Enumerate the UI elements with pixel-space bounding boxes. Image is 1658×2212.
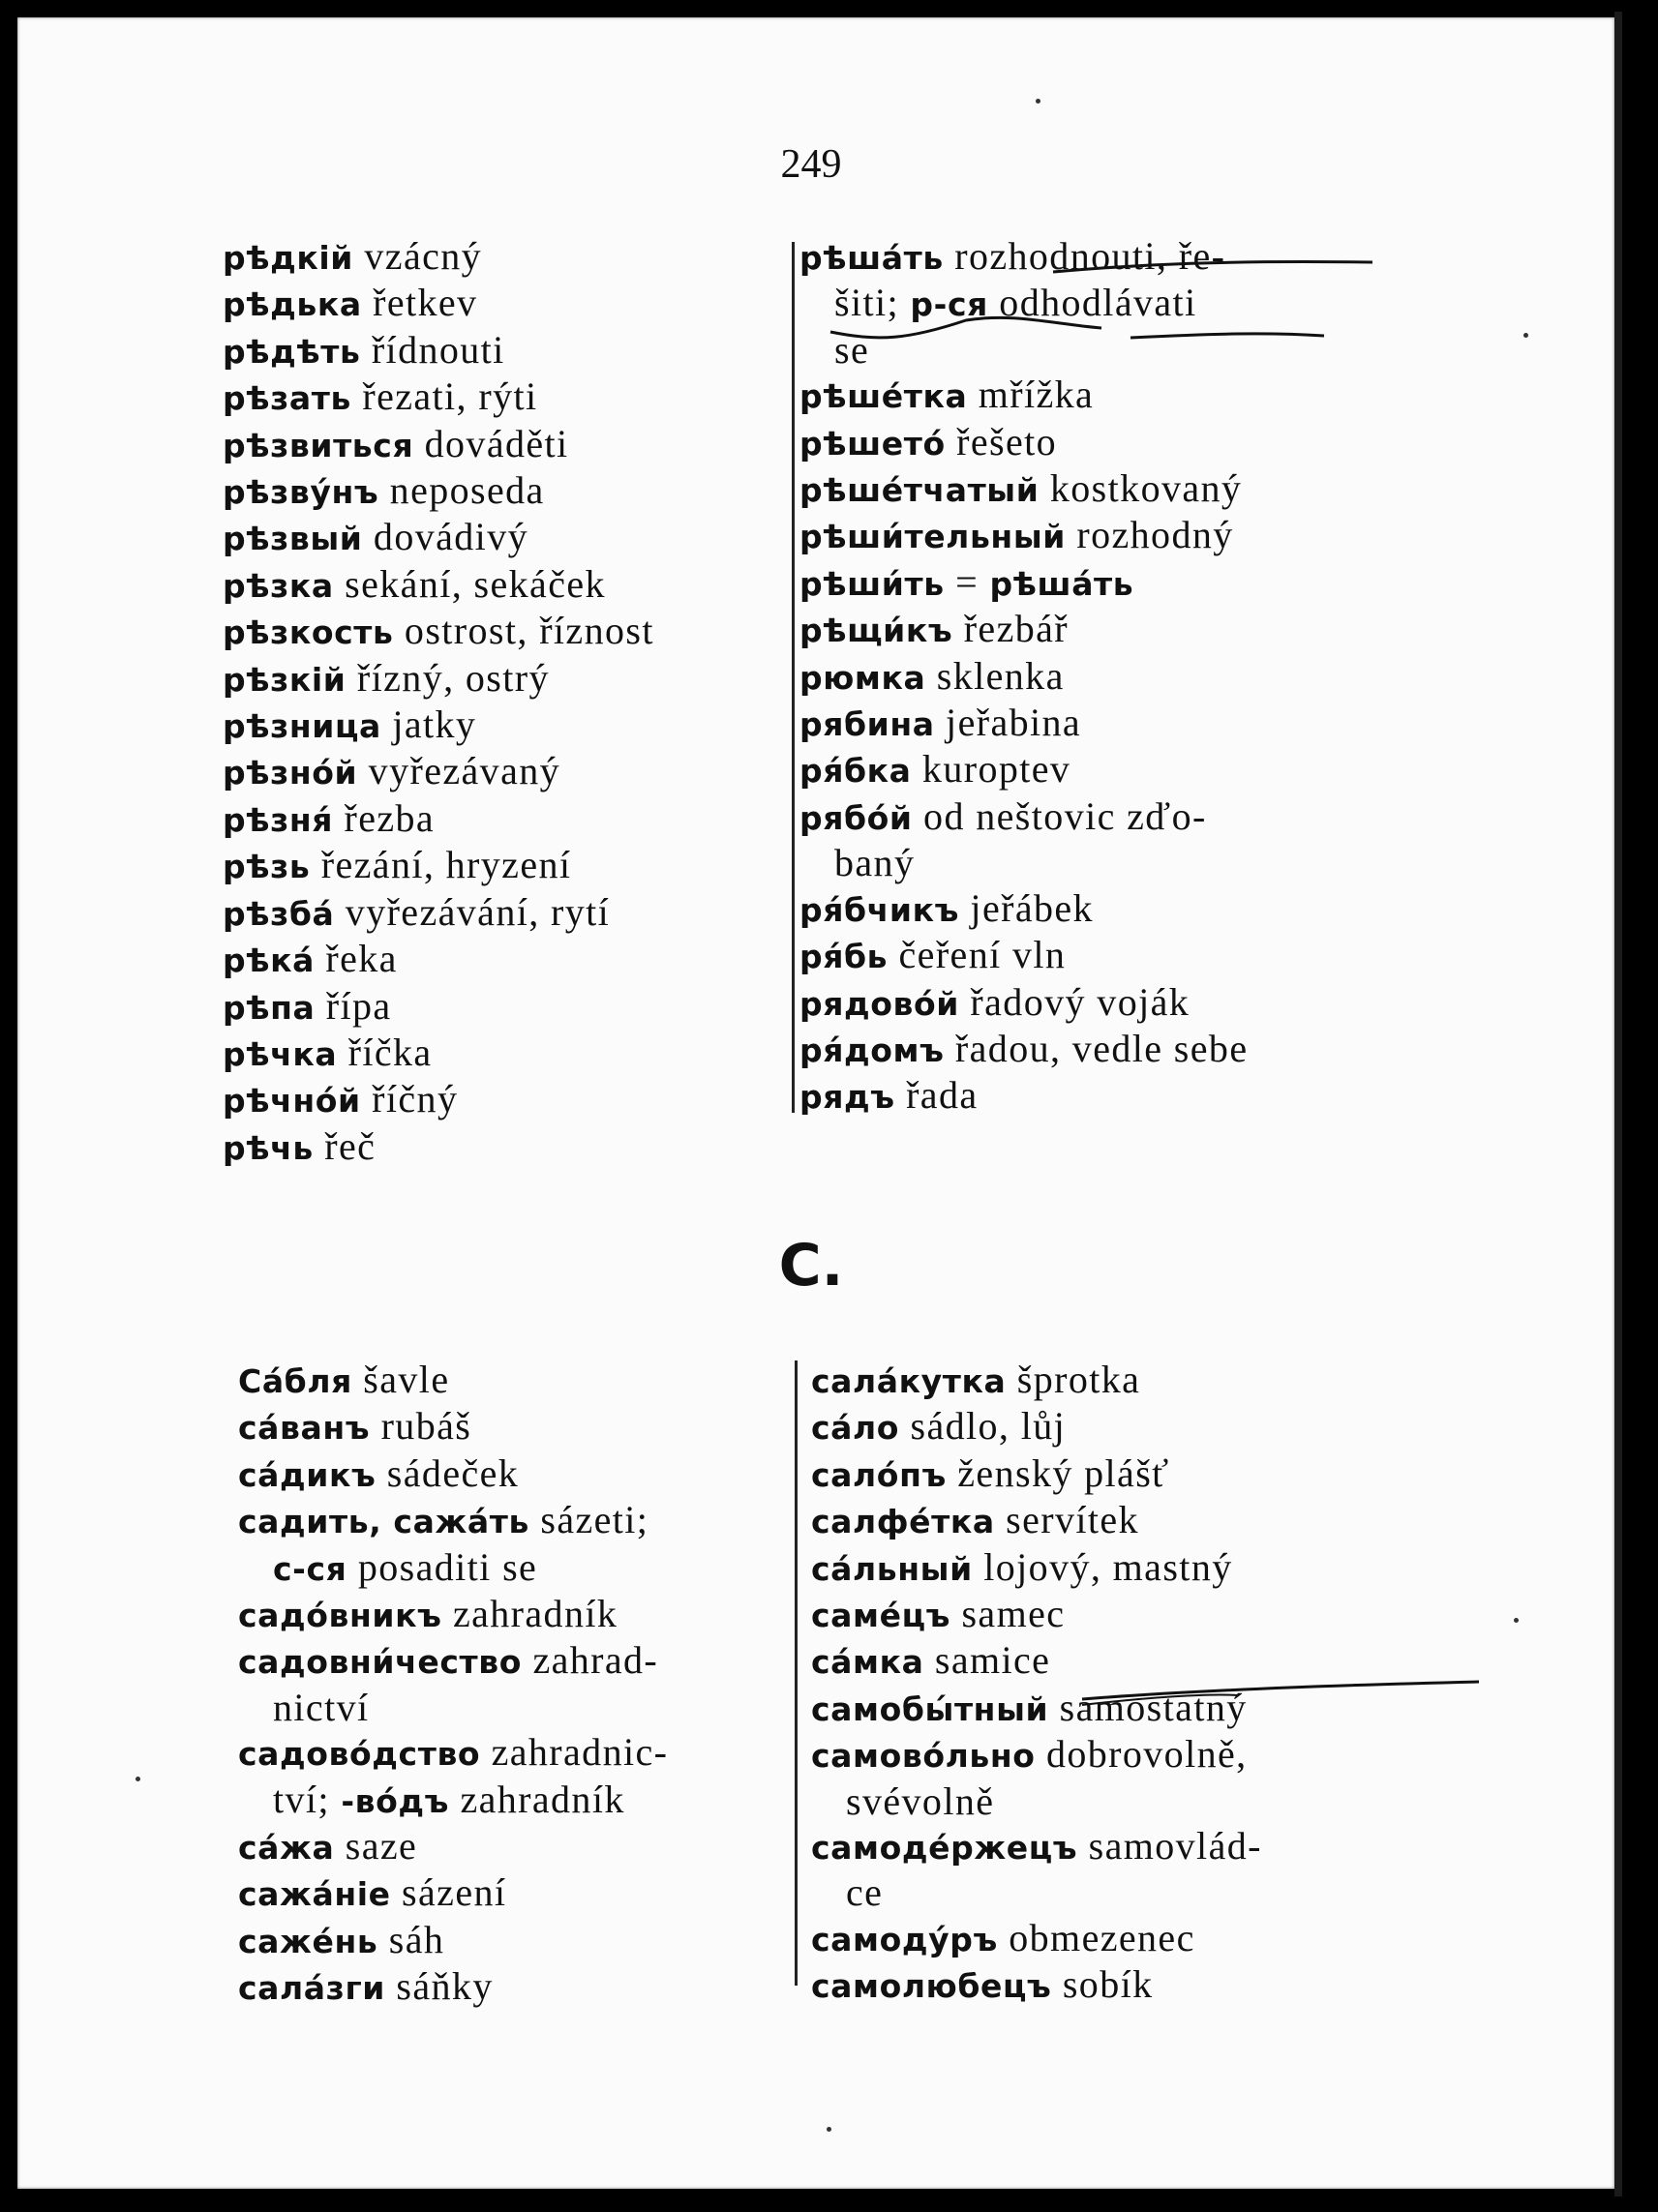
dictionary-entry — [223, 374, 654, 421]
translation: řízný, ostrý — [346, 655, 550, 700]
headword: рѣзня́ — [223, 800, 334, 839]
dictionary-entry — [811, 1451, 1262, 1498]
dictionary-entry — [238, 1824, 668, 1870]
headword: сáло — [811, 1409, 900, 1448]
dictionary-entry — [799, 328, 1249, 373]
translation: dováděti — [413, 421, 569, 465]
column-divider-top — [792, 242, 795, 1113]
translation: řadou, vedle sebe — [944, 1026, 1249, 1070]
translation: baný — [834, 841, 916, 885]
dictionary-entry — [811, 1592, 1262, 1638]
dictionary-entry — [223, 468, 654, 515]
dictionary-entry — [811, 1358, 1262, 1404]
headword: рѣщи́къ — [799, 612, 953, 650]
headword: салфéтка — [811, 1503, 995, 1541]
dictionary-entry — [799, 607, 1249, 653]
headword: садóвникъ — [238, 1597, 442, 1635]
dictionary-entry — [223, 702, 654, 749]
dictionary-entry — [799, 513, 1249, 559]
translation: lojový, mastný — [972, 1544, 1233, 1589]
headword: -вóдъ — [341, 1781, 450, 1820]
dictionary-entry — [799, 373, 1249, 419]
dictionary-entry — [799, 886, 1249, 933]
dictionary-entry — [223, 328, 654, 374]
translation: řadový voják — [959, 979, 1191, 1024]
translation: zahradnic- — [480, 1730, 669, 1775]
dictionary-entry — [799, 794, 1249, 841]
dictionary-entry — [811, 1404, 1262, 1450]
dictionary-entry — [223, 1077, 654, 1123]
headword: рѣзвýнъ — [223, 473, 379, 512]
dictionary-entry — [223, 515, 654, 561]
dictionary-entry — [811, 1545, 1262, 1592]
translation: říčný — [360, 1077, 459, 1121]
translation: sázení — [390, 1870, 507, 1915]
translation: kuroptev — [911, 747, 1071, 792]
translation: jeřabina — [934, 701, 1082, 745]
dictionary-entry — [238, 1778, 668, 1824]
section-letter: С. — [778, 1232, 844, 1300]
entry-column-bottom-right — [811, 1358, 1262, 2010]
translation: rozhodný — [1065, 513, 1234, 557]
headword: рюмка — [799, 658, 926, 697]
headword: рѣзница — [223, 707, 381, 746]
headword: рѣшáть — [799, 239, 944, 277]
headword: рѣзкій — [223, 660, 347, 699]
translation: samec — [950, 1592, 1066, 1636]
dictionary-entry — [223, 1031, 654, 1077]
headword: рѣчь — [223, 1128, 314, 1167]
headword: рѣдкій — [223, 239, 353, 277]
translation: zahrad- — [522, 1638, 659, 1683]
translation: neposeda — [378, 468, 545, 513]
translation: říčka — [337, 1030, 433, 1074]
headword: рѣкá — [223, 942, 315, 980]
headword: рѣзнóй — [223, 754, 358, 792]
translation: řezání, hryzení — [310, 843, 572, 887]
headword: салóпъ — [811, 1455, 947, 1494]
dictionary-entry — [238, 1545, 668, 1592]
dictionary-entry — [799, 980, 1249, 1027]
dictionary-entry — [223, 749, 654, 795]
headword: сáльный — [811, 1549, 973, 1588]
dictionary-page — [17, 17, 1614, 2189]
headword: рѣдька — [223, 285, 362, 324]
page-number: 249 — [780, 142, 842, 187]
translation: sobík — [1051, 1962, 1154, 2007]
headword: сáдикъ — [238, 1455, 377, 1494]
headword: сáмка — [811, 1643, 924, 1682]
headword: самовóльно — [811, 1737, 1036, 1776]
speck-mark — [1036, 99, 1040, 104]
headword: рѣшéтчатый — [799, 471, 1040, 510]
column-divider-bottom — [795, 1360, 798, 1986]
translation: se — [834, 327, 870, 372]
headword: рѣзкость — [223, 613, 394, 652]
headword: сáжа — [238, 1829, 335, 1868]
dictionary-entry — [223, 796, 654, 843]
translation: dovádivý — [362, 515, 528, 559]
speck-mark — [1514, 1618, 1519, 1623]
headword: рѣшáть — [989, 564, 1134, 603]
translation: řezbář — [952, 607, 1070, 651]
dictionary-entry — [223, 984, 654, 1031]
translation: dobrovolně, — [1035, 1732, 1248, 1777]
dictionary-entry — [811, 1686, 1262, 1732]
headword: рѣчка — [223, 1034, 338, 1073]
translation: řeka — [314, 937, 398, 981]
translation: obmezenec — [997, 1915, 1195, 1959]
headword: самолюбецъ — [811, 1967, 1052, 2006]
headword: Сáбля — [238, 1362, 352, 1400]
headword: самобы́тный — [811, 1689, 1049, 1728]
headword: ря́бка — [799, 752, 912, 791]
headword: рядовóй — [799, 984, 960, 1023]
translation: samovlád- — [1077, 1824, 1262, 1868]
headword: рѣшетó — [799, 424, 946, 463]
headword: рядъ — [799, 1078, 895, 1117]
dictionary-entry — [238, 1638, 668, 1685]
dictionary-entry — [799, 701, 1249, 747]
headword: рѣзвый — [223, 520, 363, 558]
headword: самодýръ — [811, 1920, 998, 1958]
headword: сажéнь — [238, 1922, 378, 1960]
translation: posaditi se — [347, 1544, 538, 1589]
dictionary-entry — [799, 1073, 1249, 1120]
translation: vzácný — [353, 234, 483, 278]
headword: салáзги — [238, 1969, 386, 2008]
dictionary-entry — [223, 609, 654, 655]
headword: рябóй — [799, 798, 913, 837]
dictionary-entry — [223, 562, 654, 609]
translation: ce — [846, 1870, 884, 1915]
translation: ženský plášť — [946, 1450, 1170, 1495]
translation: rubáš — [370, 1404, 472, 1449]
headword: р-ся — [910, 285, 988, 324]
headword: самодéржецъ — [811, 1829, 1078, 1868]
dictionary-entry — [238, 1498, 668, 1544]
dictionary-entry — [811, 1870, 1262, 1915]
translation: sázeti; — [528, 1498, 649, 1542]
dictionary-entry — [799, 1027, 1249, 1073]
translation: řídnouti — [360, 327, 505, 372]
dictionary-entry — [799, 466, 1249, 513]
speck-mark — [1523, 333, 1528, 338]
headword: самéцъ — [811, 1597, 951, 1635]
translation: řada — [894, 1073, 979, 1118]
translation: zahradník — [449, 1777, 625, 1821]
dictionary-entry — [811, 1732, 1262, 1779]
translation: čeření vln — [888, 933, 1067, 977]
translation: zahradník — [441, 1592, 618, 1636]
translation: šiti; — [834, 281, 911, 325]
headword: ря́домъ — [799, 1031, 945, 1069]
dictionary-entry — [811, 1962, 1262, 2009]
headword: садовóдство — [238, 1735, 481, 1774]
dictionary-entry — [223, 1124, 654, 1171]
headword: сажáніе — [238, 1875, 391, 1914]
dictionary-entry — [238, 1686, 668, 1730]
dictionary-entry — [799, 933, 1249, 979]
dictionary-entry — [238, 1870, 668, 1917]
headword: сáванъ — [238, 1409, 371, 1448]
headword: с-ся — [273, 1549, 347, 1588]
translation: jatky — [380, 702, 477, 747]
dictionary-entry — [223, 843, 654, 889]
translation: ostrost, říznost — [393, 609, 654, 653]
translation: jeřábek — [959, 885, 1094, 930]
translation: samice — [923, 1638, 1051, 1683]
headword: рѣзь — [223, 848, 311, 886]
dictionary-entry — [799, 841, 1249, 885]
dictionary-entry — [238, 1404, 668, 1450]
translation: sklenka — [925, 653, 1065, 698]
dictionary-entry — [223, 890, 654, 937]
speck-mark — [827, 2127, 831, 2132]
headword: садить, сажáть — [238, 1503, 529, 1541]
headword: рѣдѣть — [223, 332, 361, 371]
headword: садовни́чество — [238, 1643, 523, 1682]
entry-column-top-left — [223, 234, 654, 1171]
translation: řezati, rýti — [350, 374, 538, 419]
translation: rozhodnouti, ře- — [943, 234, 1226, 278]
dictionary-entry — [238, 1358, 668, 1404]
dictionary-entry — [223, 422, 654, 468]
dictionary-entry — [238, 1592, 668, 1638]
translation: sáh — [377, 1917, 445, 1961]
dictionary-entry — [799, 281, 1249, 327]
translation: řešeto — [945, 419, 1058, 463]
headword: рѣзать — [223, 379, 351, 418]
dictionary-entry — [238, 1451, 668, 1498]
dictionary-entry — [811, 1824, 1262, 1870]
headword: рябина — [799, 705, 935, 744]
translation: šavle — [351, 1358, 450, 1401]
headword: рѣши́тельный — [799, 518, 1066, 556]
translation: odhodlávati — [987, 281, 1197, 325]
headword: рѣзвиться — [223, 426, 414, 464]
translation: samostatný — [1048, 1685, 1248, 1729]
translation: sekání, sekáček — [333, 561, 606, 606]
dictionary-entry — [223, 281, 654, 327]
dictionary-entry — [799, 654, 1249, 701]
translation: řetkev — [361, 281, 478, 325]
dictionary-entry — [223, 937, 654, 983]
dictionary-entry — [799, 234, 1249, 281]
dictionary-entry — [238, 1918, 668, 1964]
dictionary-entry — [799, 747, 1249, 793]
translation: servítek — [994, 1498, 1139, 1542]
translation: nictví — [273, 1685, 370, 1729]
headword: ря́бь — [799, 938, 889, 976]
translation: vyřezávaný — [357, 749, 561, 793]
headword: рѣпа — [223, 988, 316, 1027]
translation: tví; — [273, 1777, 342, 1821]
headword: рѣчнóй — [223, 1082, 361, 1121]
speck-mark — [136, 1777, 140, 1781]
dictionary-entry — [799, 420, 1249, 466]
translation: od neštovic zďo- — [912, 793, 1207, 838]
dictionary-entry — [811, 1498, 1262, 1544]
dictionary-entry — [811, 1779, 1262, 1824]
translation: kostkovaný — [1039, 466, 1243, 511]
headword: рѣзка — [223, 566, 334, 605]
headword: ря́бчикъ — [799, 890, 960, 929]
translation: sáňky — [385, 1964, 494, 2009]
translation: vyřezávání, rytí — [334, 889, 611, 934]
translation: = — [944, 559, 990, 604]
headword: рѣшéтка — [799, 377, 968, 416]
page-edge — [1614, 12, 1622, 2197]
dictionary-entry — [238, 1730, 668, 1777]
translation: mřížka — [967, 373, 1095, 417]
translation: řezba — [333, 795, 436, 840]
translation: řípa — [315, 983, 392, 1028]
translation: sádeček — [376, 1450, 520, 1495]
headword: салáкутка — [811, 1362, 1007, 1400]
entry-column-bottom-left — [238, 1358, 668, 2012]
dictionary-entry — [799, 560, 1249, 607]
dictionary-entry — [238, 1964, 668, 2011]
headword: рѣши́ть — [799, 564, 945, 603]
translation: řeč — [313, 1123, 377, 1168]
dictionary-entry — [223, 234, 654, 281]
dictionary-entry — [223, 656, 654, 702]
translation: šprotka — [1006, 1358, 1141, 1401]
headword: рѣзбá — [223, 894, 335, 933]
dictionary-entry — [811, 1916, 1262, 1962]
translation: sádlo, lůj — [899, 1404, 1067, 1449]
translation: svévolně — [846, 1779, 995, 1823]
entry-column-top-right — [799, 234, 1249, 1121]
dictionary-entry — [811, 1638, 1262, 1685]
translation: saze — [334, 1824, 418, 1868]
